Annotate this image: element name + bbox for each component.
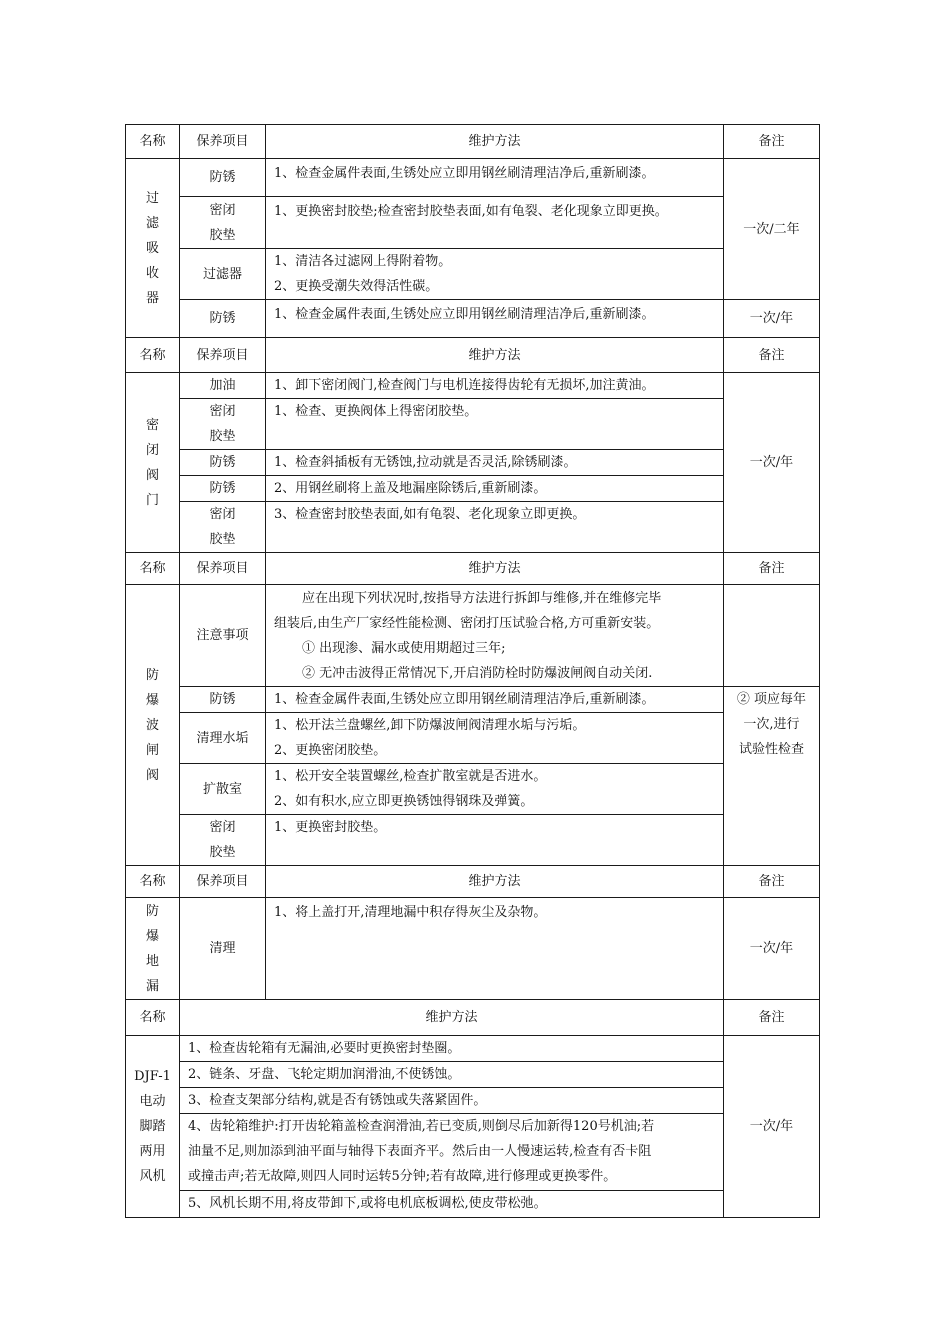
table-row xyxy=(126,249,820,300)
table-row xyxy=(126,687,820,713)
table-row xyxy=(126,1191,820,1218)
table-row xyxy=(126,197,820,249)
table-row xyxy=(126,399,820,450)
table-row xyxy=(126,502,820,553)
method-cell: 1、松开法兰盘螺丝,卸下防爆波闸阀清理水垢与污垢。 2、更换密闭胶垫。 xyxy=(266,713,724,764)
method-cell: 1、检查、更换阀体上得密闭胶垫。 xyxy=(266,399,724,450)
header-method: 维护方法 xyxy=(266,125,724,159)
header-name: 名称 xyxy=(126,338,180,373)
item-cell: 扩散室 xyxy=(180,764,266,815)
header-note: 备注 xyxy=(724,553,820,585)
header-name: 名称 xyxy=(126,125,180,159)
item-cell: 防锈 xyxy=(180,476,266,502)
item-cell: 清理水垢 xyxy=(180,713,266,764)
header-method: 维护方法 xyxy=(266,338,724,373)
section-name-floor-drain: 防 爆 地 漏 xyxy=(126,898,180,1000)
section-name-filter: 过 滤 吸 收 器 xyxy=(126,159,180,338)
method-cell: 3、检查密封胶垫表面,如有龟裂、老化现象立即更换。 xyxy=(266,502,724,553)
method-cell: 1、松开安全装置螺丝,检查扩散室就是否进水。 2、如有积水,应立即更换锈蚀得钢珠及弹簧。 xyxy=(266,764,724,815)
table-row xyxy=(126,585,820,687)
section-name-valve: 密 闭 阀 门 xyxy=(126,373,180,553)
method-cell: 5、风机长期不用,将皮带卸下,或将电机底板调松,使皮带松弛。 xyxy=(180,1191,724,1218)
method-cell: 1、将上盖打开,清理地漏中积存得灰尘及杂物。 xyxy=(266,898,724,1000)
header-note: 备注 xyxy=(724,866,820,898)
table-row xyxy=(126,1114,820,1191)
item-cell: 密闭 胶垫 xyxy=(180,197,266,249)
method-cell: 1、清洁各过滤网上得附着物。 2、更换受潮失效得活性碳。 xyxy=(266,249,724,300)
method-cell: 2、链条、牙盘、飞轮定期加润滑油,不使锈蚀。 xyxy=(180,1062,724,1088)
header-item: 保养项目 xyxy=(180,553,266,585)
header-item: 保养项目 xyxy=(180,125,266,159)
header-name: 名称 xyxy=(126,553,180,585)
item-cell: 注意事项 xyxy=(180,585,266,687)
item-cell: 密闭 胶垫 xyxy=(180,399,266,450)
item-cell: 密闭 胶垫 xyxy=(180,502,266,553)
section-name-blast-valve: 防 爆 波 闸 阀 xyxy=(126,585,180,866)
note-cell: 一次/年 xyxy=(724,898,820,1000)
table-row xyxy=(126,898,820,1000)
method-cell: 1、检查斜插板有无锈蚀,拉动就是否灵活,除锈刷漆。 xyxy=(266,450,724,476)
table-row xyxy=(126,1088,820,1114)
item-cell: 防锈 xyxy=(180,450,266,476)
method-cell: 1、更换密封胶垫。 xyxy=(266,815,724,866)
note-cell-empty xyxy=(724,585,820,687)
table-row xyxy=(126,450,820,476)
note-cell: 一次/年 xyxy=(724,1036,820,1218)
table-row xyxy=(126,713,820,764)
item-cell: 过滤器 xyxy=(180,249,266,300)
header-row xyxy=(126,553,820,585)
table-row xyxy=(126,300,820,338)
item-cell: 清理 xyxy=(180,898,266,1000)
header-method: 维护方法 xyxy=(266,866,724,898)
table-row xyxy=(126,476,820,502)
table-row xyxy=(126,373,820,399)
method-cell: 1、卸下密闭阀门,检查阀门与电机连接得齿轮有无损坏,加注黄油。 xyxy=(266,373,724,399)
method-cell: 3、检查支架部分结构,就是否有锈蚀或失落紧固件。 xyxy=(180,1088,724,1114)
method-cell: 2、用钢丝刷将上盖及地漏座除锈后,重新刷漆。 xyxy=(266,476,724,502)
item-cell: 加油 xyxy=(180,373,266,399)
header-name: 名称 xyxy=(126,1000,180,1036)
header-row xyxy=(126,1000,820,1036)
header-note: 备注 xyxy=(724,1000,820,1036)
header-method: 维护方法 xyxy=(180,1000,724,1036)
method-cell: 4、齿轮箱维护:打开齿轮箱盖检查润滑油,若已变质,则倒尽后加新得120号机油;若 油量不足,则加添到油平面与轴得下表面齐平。然后由一人慢速运转,检查有否卡阻 或撞击声;若无故障,则四人同时运转5分钟;若有故障,进行修理或更换零件。 xyxy=(180,1114,724,1191)
header-row xyxy=(126,866,820,898)
item-cell: 密闭 胶垫 xyxy=(180,815,266,866)
method-cell: 1、检查金属件表面,生锈处应立即用钢丝刷清理洁净后,重新刷漆。 xyxy=(266,159,724,197)
maintenance-table xyxy=(125,124,820,1218)
header-row xyxy=(126,125,820,159)
item-cell: 防锈 xyxy=(180,687,266,713)
method-cell: 1、更换密封胶垫;检查密封胶垫表面,如有龟裂、老化现象立即更换。 xyxy=(266,197,724,249)
header-row xyxy=(126,338,820,373)
table-row xyxy=(126,764,820,815)
header-note: 备注 xyxy=(724,338,820,373)
method-cell: 1、检查齿轮箱有无漏油,必要时更换密封垫圈。 xyxy=(180,1036,724,1062)
header-item: 保养项目 xyxy=(180,338,266,373)
method-cell: 1、检查金属件表面,生锈处应立即用钢丝刷清理洁净后,重新刷漆。 xyxy=(266,687,724,713)
header-method: 维护方法 xyxy=(266,553,724,585)
header-name: 名称 xyxy=(126,866,180,898)
header-item: 保养项目 xyxy=(180,866,266,898)
note-cell: ② 项应每年 一次,进行 试验性检查 xyxy=(724,687,820,866)
note-cell: 一次/年 xyxy=(724,373,820,553)
table-row xyxy=(126,1036,820,1062)
note-cell: 一次/二年 xyxy=(724,159,820,300)
method-cell: 1、检查金属件表面,生锈处应立即用钢丝刷清理洁净后,重新刷漆。 xyxy=(266,300,724,338)
header-note: 备注 xyxy=(724,125,820,159)
item-cell: 防锈 xyxy=(180,300,266,338)
note-cell: 一次/年 xyxy=(724,300,820,338)
section-name-fan: DJF-1 电动 脚踏 两用 风机 xyxy=(126,1036,180,1218)
table-row xyxy=(126,1062,820,1088)
table-row xyxy=(126,815,820,866)
item-cell: 防锈 xyxy=(180,159,266,197)
attention-text: 应在出现下列状况时,按指导方法进行拆卸与维修,并在维修完毕 组装后,由生产厂家经性能检测、密闭打压试验合格,方可重新安装。 ① 出现渗、漏水或使用期超过三年; ② 无冲击波得正常情况下,开启消防栓时防爆波闸阀自动关闭. xyxy=(266,585,724,687)
table-row xyxy=(126,159,820,197)
